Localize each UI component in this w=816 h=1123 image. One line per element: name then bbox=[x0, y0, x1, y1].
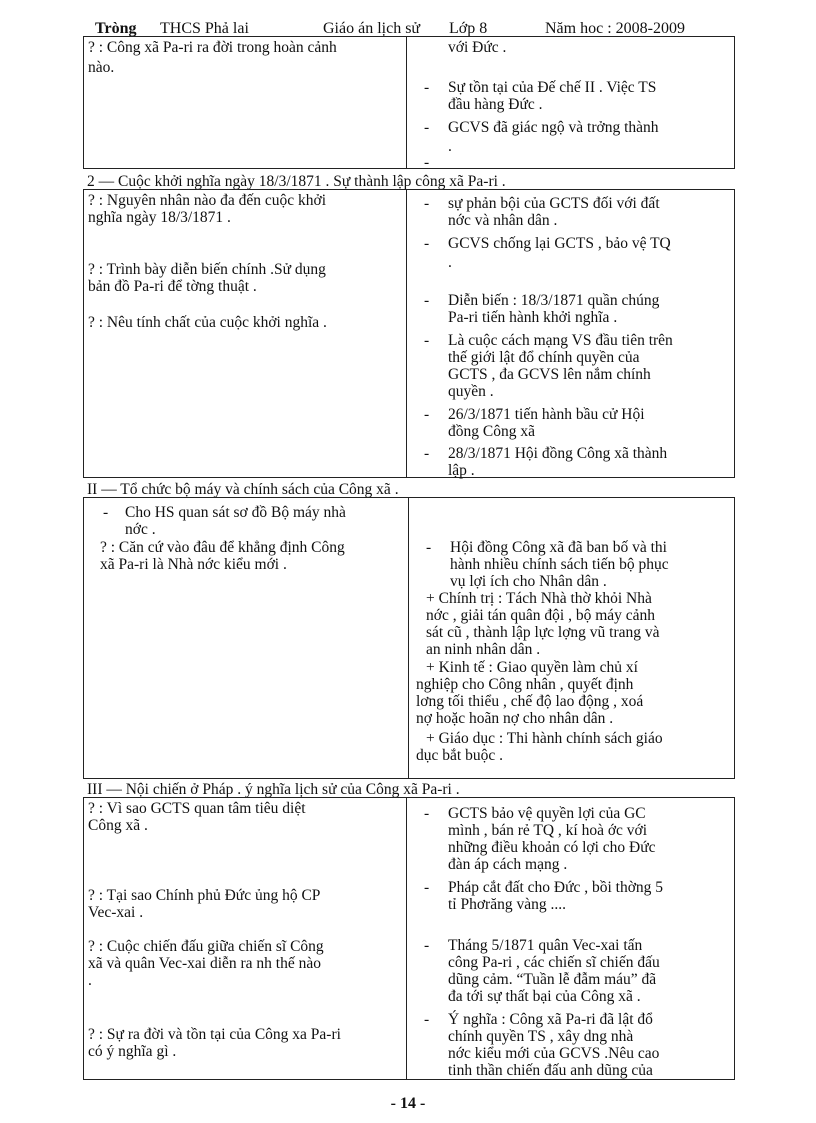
bullet-dash: - bbox=[424, 332, 430, 349]
bullet-dash: - bbox=[424, 406, 430, 423]
section2-right-line: Diễn biến : 18/3/1871 quần chúng bbox=[448, 292, 660, 309]
section3-left-line: Cho HS quan sát sơ đồ Bộ máy nhà bbox=[125, 504, 346, 521]
section4-right-line: tỉ Phơrăng vàng .... bbox=[448, 896, 566, 913]
header-school-prefix: Tròng bbox=[95, 20, 137, 37]
section3-right-line: lơng tối thiểu , chế độ lao động , xoá bbox=[416, 693, 644, 710]
section2-left-line: ? : Nguyên nhân nào đa đến cuộc khởi bbox=[88, 192, 327, 209]
section2-left-line: bản đồ Pa-ri để tờng thuật . bbox=[88, 278, 257, 295]
section3-right-line: nghiệp cho Công nhân , quyết định bbox=[416, 676, 634, 693]
section2-left-line: ? : Trình bày diễn biến chính .Sử dụng bbox=[88, 261, 326, 278]
bullet-dash: - bbox=[424, 154, 430, 171]
section2-left-line: ? : Nêu tính chất của cuộc khởi nghĩa . bbox=[88, 314, 327, 331]
section1-left-line: nào. bbox=[88, 59, 115, 76]
section1-right-line: Sự tồn tại của Đế chế II . Việc TS bbox=[448, 79, 657, 96]
section3-right-line: sát cũ , thành lập lực lợng vũ trang và bbox=[426, 624, 660, 641]
section4-left-line: ? : Cuộc chiến đấu giữa chiến sĩ Công bbox=[88, 938, 324, 955]
section4-left-line: Công xã . bbox=[88, 817, 148, 834]
bullet-dash: - bbox=[424, 79, 430, 96]
bullet-dash: - bbox=[426, 539, 432, 556]
section2-right-line: đồng Công xã bbox=[448, 423, 535, 440]
bullet-dash: - bbox=[424, 805, 430, 822]
section2-heading: 2 — Cuộc khởi nghĩa ngày 18/3/1871 . Sự thành lập công xã Pa-ri . bbox=[87, 173, 506, 190]
section1-right-line: . bbox=[448, 138, 452, 155]
section4-heading: III — Nội chiến ở Pháp . ý nghĩa lịch sử của Công xã Pa-ri . bbox=[87, 781, 460, 798]
section4-right-line: nớc kiểu mới của GCVS .Nêu cao bbox=[448, 1045, 660, 1062]
bullet-dash: - bbox=[424, 937, 430, 954]
section4-left-line: Vec-xai . bbox=[88, 904, 144, 921]
section4-right-line: GCTS bảo vệ quyền lợi của GC bbox=[448, 805, 646, 822]
section4-divider bbox=[406, 797, 407, 1080]
section4-right-line: chính quyền TS , xây dng nhà bbox=[448, 1028, 634, 1045]
section4-right-line: dũng cảm. “Tuần lễ đẫm máu” đã bbox=[448, 971, 657, 988]
section4-left-line: . bbox=[88, 972, 92, 989]
bullet-dash: - bbox=[424, 445, 430, 462]
section2-right-line: Pa-ri tiến hành khởi nghĩa . bbox=[448, 309, 618, 326]
page-number: - 14 - bbox=[390, 1095, 426, 1112]
section4-right-line: Pháp cắt đất cho Đức , bồi thờng 5 bbox=[448, 879, 664, 896]
section2-right-line: 28/3/1871 Hội đồng Công xã thành bbox=[448, 445, 668, 462]
section2-right-line: quyền . bbox=[448, 383, 494, 400]
section3-right-line: Hội đồng Công xã đã ban bố và thi bbox=[450, 539, 667, 556]
section3-right-line: vụ lợi ích cho Nhân dân . bbox=[450, 573, 607, 590]
section4-right-line: đàn áp cách mạng . bbox=[448, 856, 568, 873]
section4-left-line: ? : Vì sao GCTS quan tâm tiêu diệt bbox=[88, 800, 306, 817]
section3-right-line: + Chính trị : Tách Nhà thờ khỏi Nhà bbox=[426, 590, 652, 607]
section2-right-line: thế giới lật đổ chính quyền của bbox=[448, 349, 640, 366]
section3-right-line: an ninh nhân dân . bbox=[426, 641, 541, 658]
section4-right-line: mình , bán rẻ TQ , kí hoà ớc với bbox=[448, 822, 648, 839]
section4-left-line: ? : Tại sao Chính phủ Đức ủng hộ CP bbox=[88, 887, 321, 904]
section4-left-line: xã và quân Vec-xai diễn ra nh thế nào bbox=[88, 955, 321, 972]
section3-heading: II — Tổ chức bộ máy và chính sách của Công xã . bbox=[87, 481, 399, 498]
section1-right-line: với Đức . bbox=[448, 39, 507, 56]
section1-right-line: GCVS đã giác ngộ và trởng thành bbox=[448, 119, 659, 136]
section2-left-line: nghĩa ngày 18/3/1871 . bbox=[88, 209, 231, 226]
section3-right-line: + Giáo dục : Thi hành chính sách giáo bbox=[426, 730, 663, 747]
section1-left-line: ? : Công xã Pa-ri ra đời trong hoàn cảnh bbox=[88, 39, 337, 56]
header-subject: Giáo án lịch sử bbox=[323, 20, 421, 37]
section4-left-line: ? : Sự ra đời và tồn tại của Công xa Pa-ri bbox=[88, 1026, 341, 1043]
section3-right-line: hành nhiều chính sách tiến bộ phục bbox=[450, 556, 669, 573]
section4-right-line: những điều khoản có lợi cho Đức bbox=[448, 839, 656, 856]
section2-right-line: GCVS chống lại GCTS , bảo vệ TQ bbox=[448, 235, 671, 252]
bullet-dash: - bbox=[424, 235, 430, 252]
header-grade: Lớp 8 bbox=[449, 20, 488, 37]
section3-left-line: nớc . bbox=[125, 521, 156, 538]
header-school-name: THCS Phả lai bbox=[160, 20, 249, 37]
section2-right-line: Là cuộc cách mạng VS đầu tiên trên bbox=[448, 332, 673, 349]
section4-left-line: có ý nghĩa gì . bbox=[88, 1043, 177, 1060]
section2-right-line: . bbox=[448, 254, 452, 271]
bullet-dash: - bbox=[424, 292, 430, 309]
section4-right-line: đa tới sự thất bại của Công xã . bbox=[448, 988, 641, 1005]
section3-right-line: dục bắt buộc . bbox=[416, 747, 503, 764]
section4-right-line: tinh thần chiến đấu anh dũng của bbox=[448, 1062, 653, 1079]
bullet-dash: - bbox=[424, 879, 430, 896]
section2-right-line: 26/3/1871 tiến hành bầu cử Hội bbox=[448, 406, 645, 423]
bullet-dash: - bbox=[103, 504, 109, 521]
section1-divider bbox=[406, 36, 407, 169]
bullet-dash: - bbox=[424, 119, 430, 136]
section4-right-line: công Pa-ri , các chiến sĩ chiến đấu bbox=[448, 954, 660, 971]
section3-left-line: ? : Căn cứ vào đâu để khẳng định Công bbox=[100, 539, 345, 556]
section3-left-line: xã Pa-ri là Nhà nớc kiểu mới . bbox=[100, 556, 287, 573]
header-year: Năm hoc : 2008-2009 bbox=[545, 20, 685, 37]
section4-right-line: Tháng 5/1871 quân Vec-xai tấn bbox=[448, 937, 643, 954]
section4-right-line: Ý nghĩa : Công xã Pa-ri đã lật đổ bbox=[448, 1011, 653, 1028]
section2-right-line: GCTS , đa GCVS lên nắm chính bbox=[448, 366, 651, 383]
section1-right-line: đầu hàng Đức . bbox=[448, 96, 543, 113]
bullet-dash: - bbox=[424, 1011, 430, 1028]
section2-right-line: lập . bbox=[448, 462, 475, 479]
section2-right-line: nớc và nhân dân . bbox=[448, 212, 558, 229]
section3-divider bbox=[408, 497, 409, 779]
section3-right-line: nớc , giải tán quân đội , bộ máy cảnh bbox=[426, 607, 656, 624]
section2-right-line: sự phản bội của GCTS đối với đất bbox=[448, 195, 660, 212]
bullet-dash: - bbox=[424, 195, 430, 212]
section3-right-line: + Kinh tế : Giao quyền làm chủ xí bbox=[426, 659, 638, 676]
section2-divider bbox=[406, 189, 407, 478]
section3-right-line: nợ hoặc hoãn nợ cho nhân dân . bbox=[416, 710, 614, 727]
